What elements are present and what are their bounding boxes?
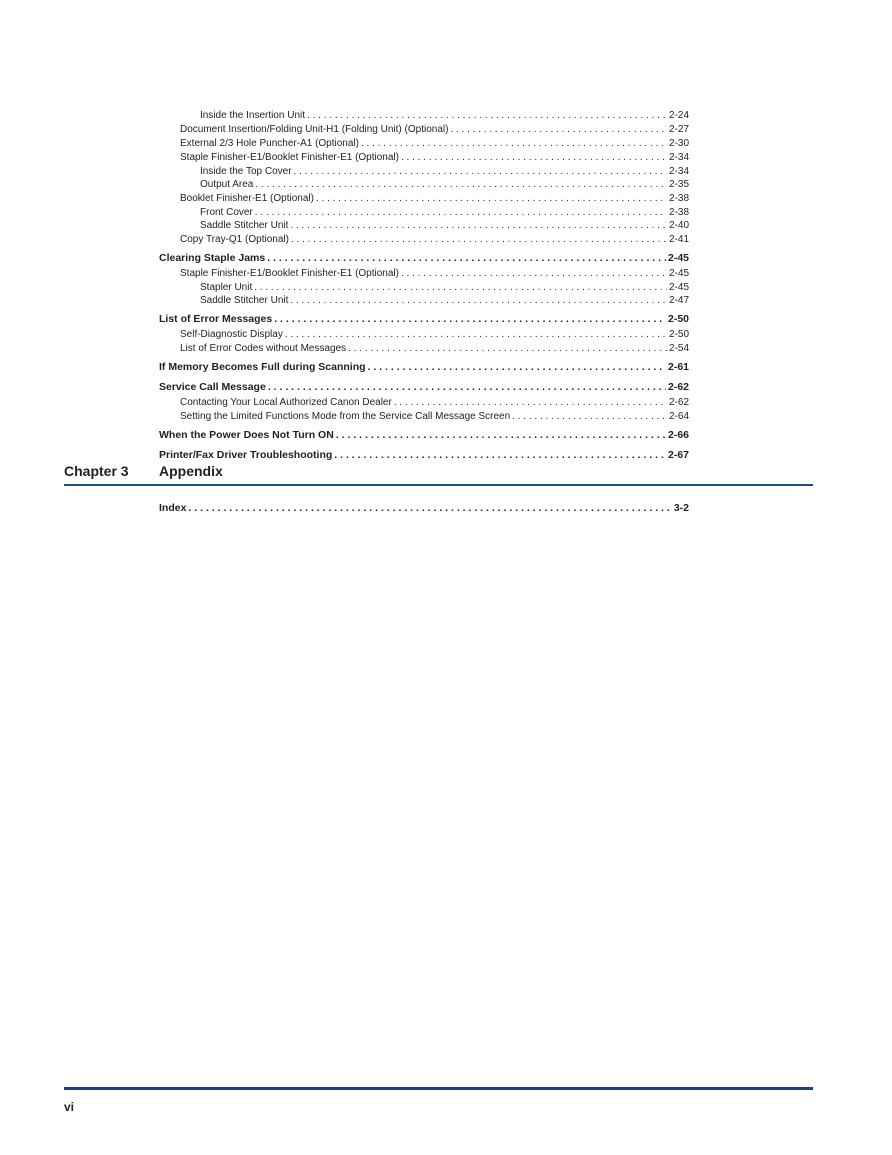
toc-entry[interactable] (159, 359, 689, 376)
dot-leader (268, 379, 666, 396)
toc-entry[interactable] (159, 396, 689, 410)
toc-entry-page: 2-30 (668, 137, 689, 149)
dot-leader (401, 151, 667, 165)
toc-entry-page: 2-45 (667, 251, 689, 264)
dot-leader (336, 427, 666, 444)
toc-list-chapter3 (159, 500, 689, 517)
toc-entry-title: Saddle Stitcher Unit (200, 220, 289, 231)
toc-entry-page: 2-45 (668, 281, 689, 293)
dot-leader (290, 219, 667, 233)
dot-leader (348, 342, 667, 356)
dot-leader (394, 396, 667, 410)
toc-entry[interactable] (159, 311, 689, 328)
toc-entry-title: Contacting Your Local Authorized Canon Dealer (180, 396, 392, 408)
toc-entry-page: 2-54 (668, 342, 689, 354)
chapter-heading (64, 463, 813, 487)
toc-list (159, 109, 689, 464)
toc-entry-page: 2-40 (668, 220, 689, 231)
toc-entry-title: Output Area (200, 179, 254, 190)
dot-leader (334, 447, 666, 464)
toc-entry[interactable] (159, 281, 689, 295)
dot-leader (307, 109, 667, 123)
dot-leader (450, 123, 667, 137)
toc-entry-title: When the Power Does Not Turn ON (159, 428, 334, 441)
toc-entry[interactable] (159, 123, 689, 137)
dot-leader (291, 233, 667, 247)
dot-leader (255, 178, 667, 192)
toc-entry[interactable] (159, 178, 689, 192)
toc-entry-page: 2-38 (668, 206, 689, 218)
dot-leader (294, 165, 667, 179)
toc-entry[interactable] (159, 192, 689, 206)
toc-entry[interactable] (159, 206, 689, 220)
toc-entry-title: Document Insertion/Folding Unit-H1 (Folding Unit) (Optional) (180, 123, 449, 135)
toc-entry[interactable] (159, 328, 689, 342)
page-number: vi (64, 1100, 75, 1114)
toc-entry-page: 2-67 (667, 448, 689, 461)
toc-entry-title: Printer/Fax Driver Troubleshooting (159, 448, 333, 461)
toc-entry[interactable] (159, 233, 689, 247)
toc-entry-page: 2-62 (667, 380, 689, 393)
toc-entry[interactable] (159, 294, 689, 308)
toc-entry-page: 2-38 (668, 192, 689, 204)
dot-leader (401, 267, 667, 281)
footer-divider (64, 1087, 813, 1090)
chapter-divider (64, 484, 813, 486)
toc-entry[interactable] (159, 137, 689, 151)
dot-leader (512, 410, 667, 424)
toc-entry[interactable] (159, 342, 689, 356)
toc-entry-page: 2-61 (667, 360, 689, 373)
toc-entry-page: 2-35 (668, 179, 689, 190)
toc-entry-page: 2-47 (668, 295, 689, 306)
chapter-label: Chapter 3 (64, 463, 129, 479)
dot-leader (290, 294, 667, 308)
dot-leader (361, 137, 667, 151)
toc-entry-title: Index (159, 502, 187, 514)
toc-entry-title: External 2/3 Hole Puncher-A1 (Optional) (180, 137, 359, 149)
dot-leader (274, 311, 666, 328)
toc-entry[interactable] (159, 379, 689, 396)
toc-entry[interactable] (159, 447, 689, 464)
dot-leader (267, 250, 666, 267)
toc-entry-title: Booklet Finisher-E1 (Optional) (180, 192, 314, 204)
toc-entry-title: Setting the Limited Functions Mode from the Service Call Message Screen (180, 410, 511, 422)
toc-entry-title: Service Call Message (159, 380, 266, 393)
dot-leader (368, 359, 666, 376)
toc-entry-title: Self-Diagnostic Display (180, 328, 283, 340)
dot-leader (188, 500, 671, 517)
toc-entry[interactable] (159, 219, 689, 233)
toc-entry-page: 2-41 (668, 233, 689, 245)
dot-leader (255, 206, 667, 220)
toc-entry-title: List of Error Codes without Messages (180, 342, 347, 354)
toc-entry-page: 2-66 (667, 428, 689, 441)
toc-entry-title: Inside the Insertion Unit (200, 110, 306, 121)
toc-entry-page: 3-2 (673, 502, 689, 514)
toc-entry[interactable] (159, 165, 689, 179)
toc-entry-title: Saddle Stitcher Unit (200, 295, 289, 306)
toc-entry[interactable] (159, 410, 689, 424)
toc-entry-page: 2-50 (668, 328, 689, 340)
toc-entry-title: List of Error Messages (159, 312, 273, 325)
toc-entry[interactable] (159, 500, 689, 517)
toc-entry-title: Inside the Top Cover (200, 165, 292, 177)
toc-entry-title: Stapler Unit (200, 281, 253, 293)
toc-entry-title: Copy Tray-Q1 (Optional) (180, 233, 289, 245)
chapter-title[interactable]: Appendix (159, 463, 223, 479)
toc-entry-page: 2-24 (668, 110, 689, 121)
dot-leader (254, 281, 667, 295)
toc-entry-title: Staple Finisher-E1/Booklet Finisher-E1 (Optional) (180, 267, 399, 279)
toc-entry-title: Front Cover (200, 206, 253, 218)
toc-entry-page: 2-64 (668, 410, 689, 422)
toc-entry-title: If Memory Becomes Full during Scanning (159, 360, 366, 373)
toc-entry-title: Staple Finisher-E1/Booklet Finisher-E1 (Optional) (180, 151, 399, 163)
toc-entry-page: 2-62 (668, 396, 689, 408)
toc-entry-title: Clearing Staple Jams (159, 251, 266, 264)
toc-entry-page: 2-27 (668, 123, 689, 135)
toc-entry-page: 2-45 (668, 267, 689, 279)
dot-leader (285, 328, 667, 342)
toc-entry[interactable] (159, 109, 689, 123)
toc-entry[interactable] (159, 267, 689, 281)
toc-entry-page: 2-50 (667, 312, 689, 325)
dot-leader (316, 192, 667, 206)
toc-entry[interactable] (159, 151, 689, 165)
toc-entry-page: 2-34 (668, 165, 689, 177)
toc-entry[interactable] (159, 250, 689, 267)
toc-entry-page: 2-34 (668, 151, 689, 163)
toc-entry[interactable] (159, 427, 689, 444)
